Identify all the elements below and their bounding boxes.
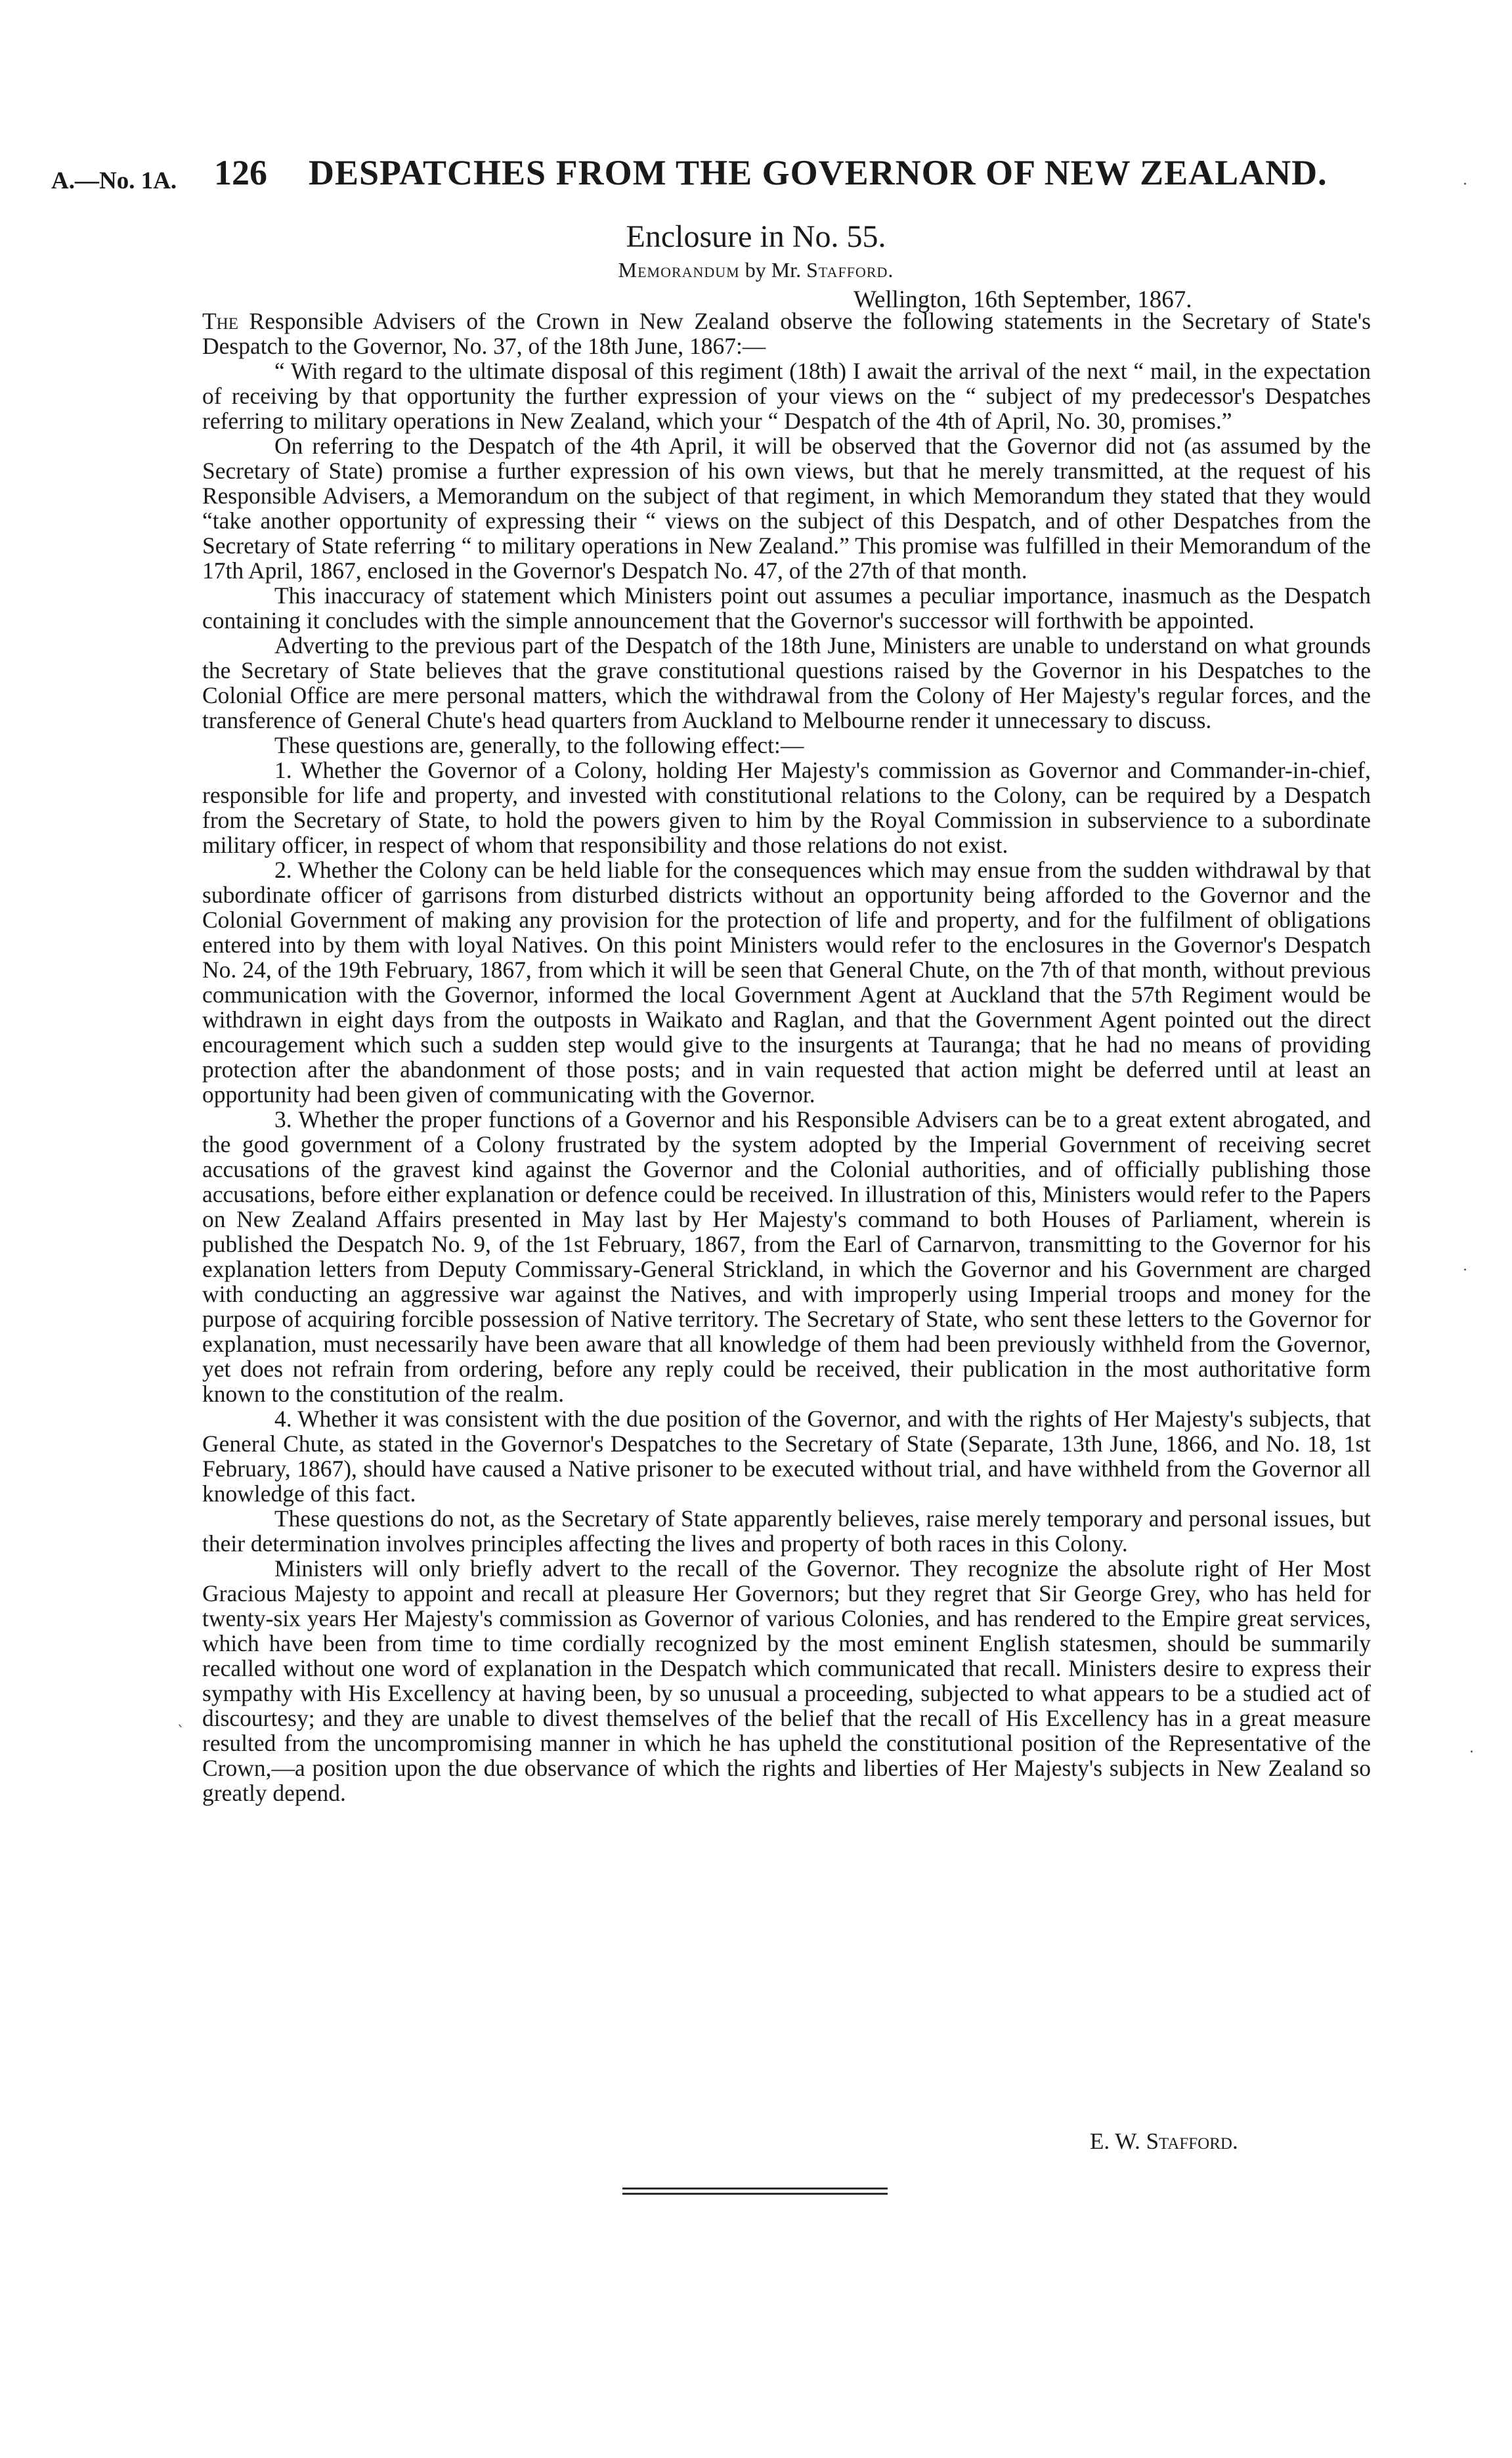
running-head — [51, 152, 1456, 198]
signature — [1090, 2128, 1238, 2155]
quoted-paragraph: “ With regard to the ultimate disposal of this regiment (18th) I await the arrival of the next “ mail, in the expectation of receiving by that opportunity the further expression of your views on the “ subject of my predecessor's Despatches referring to military operations in New Zealand, which your “ Despatch of the 4th of April, No. 30, promises.” — [202, 358, 1371, 434]
paragraph: This inaccuracy of statement which Ministers point out assumes a peculiar importance, inasmuch as the Despatch containing it concludes with the simple announcement that the Governor's successor will forthwith be appointed. — [202, 582, 1371, 634]
margin-mark: . — [1469, 1740, 1474, 1756]
closing-rule — [622, 2193, 888, 2195]
page-title: DESPATCHES FROM THE GOVERNOR OF NEW ZEALAND. — [309, 153, 1328, 192]
margin-mark: ` — [177, 1724, 184, 1740]
numbered-question: 3. Whether the proper functions of a Governor and his Responsible Advisers can be to a great extent abrogated, and the good government of a Colony frustrated by the system adopted by the Imperial Government of receiving secret accusations of the gravest kind against the Governor and the Colonial authorities, and of officially publishing those accusations, before either explanation or defence could be received. In illustration of this, Ministers would refer to the Papers on New Zealand Affairs presented in May last by Her Majesty's command to both Houses of Parliament, wherein is published the Despatch No. 9, of the 1st February, 1867, from the Earl of Carnarvon, transmitting to the Governor for his explanation letters from Deputy Commissary-General Strickland, in which the Governor and his Government are charged with conducting an aggressive war against the Natives, and with improperly using Imperial troops and money for the purpose of acquiring forcible possession of Native territory. The Secretary of State, who sent these letters to the Governor for explanation, must necessarily have been aware that all knowledge of them had been previously withheld from the Governor, yet does not refrain from ordering, before any reply could be received, their publication in the most authoritative form known to the constitution of the realm. — [202, 1106, 1371, 1407]
paragraph-lead-word: The — [202, 308, 239, 334]
paragraph: On referring to the Despatch of the 4th April, it will be observed that the Governor did not (as assumed by the Secretary of State) promise a further expression of his own views, but that he merely transmitted, at the request of his Responsible Advisers, a Memorandum on the subject of that regiment, in which Memorandum they stated that they would “take another opportunity of expressing their “ views on the subject of this Despatch, and of other Despatches from the Secretary of State referring “ to military operations in New Zealand.” This promise was fulfilled in their Memorandum of the 17th April, 1867, enclosed in the Governor's Despatch No. 47, of the 27th of that month. — [202, 433, 1371, 584]
closing-rule — [622, 2188, 888, 2189]
paragraph — [202, 309, 1371, 358]
margin-mark: . — [1463, 172, 1467, 188]
numbered-question: 4. Whether it was consistent with the due position of the Governor, and with the rights of Her Majesty's subjects, that General Chute, as stated in the Governor's Despatches to the Secretary of State (Separate, 13th June, 1866, and No. 18, 1st February, 1867), should have caused a Native prisoner to be executed without trial, and have withheld from the Governor all knowledge of this fact. — [202, 1406, 1371, 1507]
signature-surname: Stafford. — [1146, 2128, 1238, 2154]
memo-label: Memorandum — [618, 258, 740, 282]
margin-mark: . — [1463, 1258, 1467, 1274]
page-number: 126 — [214, 153, 267, 192]
numbered-question: 2. Whether the Colony can be held liable for the consequences which may ensue from the sudden withdrawal by that subordinate officer of garrisons from disturbed districts without an opportunity being afforded to the Governor and the Colonial Government of making any provision for the protection of life and property, and for the fulfilment of obligations entered into by them with loyal Natives. On this point Ministers would refer to the enclosures in the Governor's Despatch No. 24, of the 19th February, 1867, from which it will be seen that General Chute, on the 7th of that month, without previous communication with the Governor, informed the local Government Agent at Auckland that the 57th Regiment would be withdrawn in eight days from the outposts in Waikato and Raglan, and that the Government Agent pointed out the direct encouragement which such a sudden step would give to the insurgents at Tauranga; that he had no means of providing protection after the abandonment of those posts; and in vain requested that action might be deferred until at least an opportunity had been given of communicating with the Governor. — [202, 857, 1371, 1108]
memorandum-heading — [0, 258, 1512, 282]
paragraph: These questions do not, as the Secretary of State apparently believes, raise merely temporary and personal issues, but their determination involves principles affecting the lives and property of both races in this Colony. — [202, 1505, 1371, 1557]
paragraph: Ministers will only briefly advert to the recall of the Governor. They recognize the absolute right of Her Most Gracious Majesty to appoint and recall at pleasure Her Governors; but they regret that Sir George Grey, who has held for twenty-six years Her Majesty's commission as Governor of various Colonies, and has rendered to the Empire great services, which have been from time to time cordially recognized by the most eminent English statesmen, should be summarily recalled without one word of explanation in the Despatch which communicated that recall. Ministers desire to express their sympathy with His Excellency at having been, by so unusual a proceeding, subjected to what appears to be a studied act of discourtesy; and they are unable to divest themselves of the belief that the recall of His Excellency has in a great measure resulted from the uncompromising manner in which he has upheld the constitutional position of the Representative of the Crown,—a position upon the due observance of which the rights and liberties of Her Majesty's subjects in New Zealand so greatly depend. — [202, 1555, 1371, 1806]
paragraph: Adverting to the previous part of the Despatch of the 18th June, Ministers are unable to understand on what grounds the Secretary of State believes that the grave constitutional questions raised by the Governor in his Despatches to the Colonial Office are mere personal matters, which the withdrawal from the Colony of Her Majesty's regular forces, and the transference of General Chute's head quarters from Auckland to Melbourne render it unnecessary to discuss. — [202, 632, 1371, 733]
enclosure-title: Enclosure in No. 55. — [626, 219, 886, 254]
paragraph: These questions are, generally, to the following effect:— — [274, 732, 804, 758]
paper-reference: A.—No. 1A. — [51, 167, 177, 194]
memo-by: by Mr. — [739, 258, 807, 282]
memorandum-body — [202, 309, 1371, 1805]
paragraph-text: Responsible Advisers of the Crown in New Zealand observe the following statements in the Secretary of State's Despatch to the Governor, No. 37, of the 18th June, 1867:— — [202, 308, 1371, 359]
numbered-question: 1. Whether the Governor of a Colony, holding Her Majesty's commission as Governor and Commander-in-chief, responsible for life and property, and invested with constitutional relations to the Colony, can be required by a Despatch from the Secretary of State, to hold the powers given to him by the Royal Commission in subservience to a subordinate military officer, in respect of whom that responsibility and those relations do not exist. — [202, 757, 1371, 858]
dateline: Wellington, 16th September, 1867. — [853, 286, 1192, 313]
signature-initials: E. W. — [1090, 2128, 1146, 2154]
memo-author: Stafford. — [806, 258, 894, 282]
